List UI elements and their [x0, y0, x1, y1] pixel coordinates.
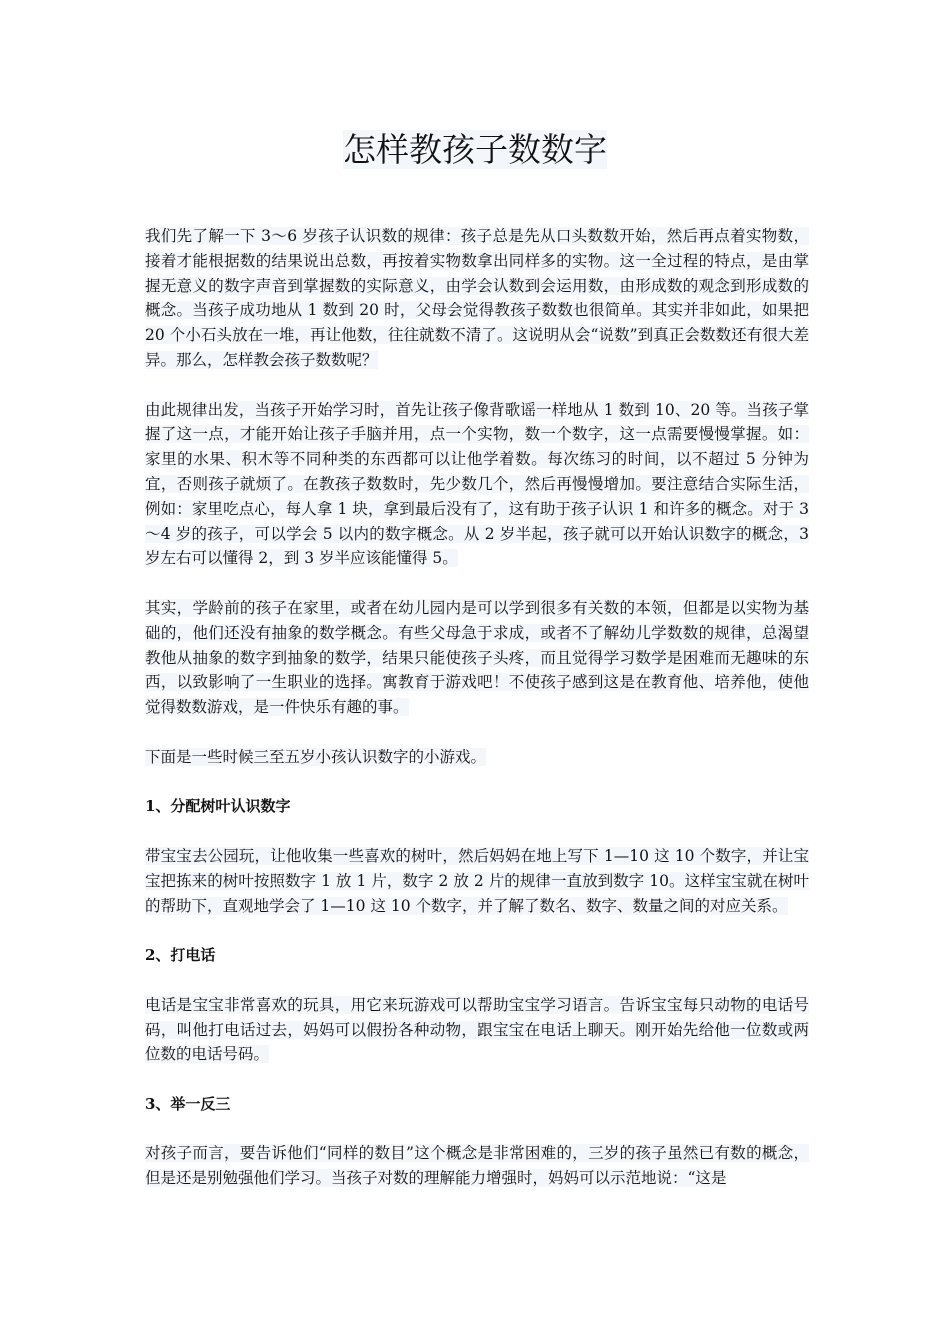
paragraph-text: 电话是宝宝非常喜欢的玩具，用它来玩游戏可以帮助宝宝学习语言。告诉宝宝每只动物的电话号码，叫他打电话过去，妈妈可以假扮各种动物，跟宝宝在电话上聊天。刚开始先给他一位数或两位数的电话号码。 — [145, 995, 809, 1064]
section-heading-2: 2、打电话 — [145, 946, 216, 965]
intro-paragraph-1 — [145, 224, 809, 373]
document-body — [145, 224, 809, 1216]
paragraph-text: 带宝宝去公园玩，让他收集一些喜欢的树叶，然后妈妈在地上写下 1—10 这 10 个数字，并让宝宝把拣来的树叶按照数字 1 放 1 片，数字 2 放 2 片的规律一直放到数字 10。这样宝宝就在树叶的帮助下，直观地学会了 1—10 这 10 个数字，并了解了数名、数字、数量之间的对应关系。 — [145, 846, 809, 915]
section-heading-3: 3、举一反三 — [145, 1094, 231, 1113]
paragraph-text: 其实，学龄前的孩子在家里，或者在幼儿园内是可以学到很多有关数的本领，但都是以实物为基础的，他们还没有抽象的数学概念。有些父母急于求成，或者不了解幼儿学数数的规律，总渴望教他从抽象的数字到抽象的数学，结果只能使孩子头疼，而且觉得学习数学是困难而无趣味的东西，以致影响了一生职业的选择。寓教育于游戏吧！不使孩子感到这是在教育他、培养他，使他觉得数数游戏，是一件快乐有趣的事。 — [145, 598, 809, 717]
intro-paragraph-2 — [145, 398, 809, 572]
paragraph-text: 由此规律出发，当孩子开始学习时，首先让孩子像背歌谣一样地从 1 数到 10、20 等。当孩子掌握了这一点，才能开始让孩子手脑并用，点一个实物，数一个数字，这一点需要慢慢掌握。如：家里的水果、积木等不同种类的东西都可以让他学着数。每次练习的时间，以不超过 5 分钟为宜，否则孩子就烦了。在教孩子数数时，先少数几个，然后再慢慢增加。要注意结合实际生活，例如：家里吃点心，每人拿 1 块，拿到最后没有了，这有助于孩子认识 1 和许多的概念。对于 3～4 岁的孩子，可以学会 5 以内的数字概念。从 2 岁半起，孩子就可以开始认识数字的概念，3 岁左右可以懂得 2，到 3 岁半应该能懂得 5。 — [145, 400, 809, 568]
section-heading-1: 1、分配树叶认识数字 — [145, 797, 291, 816]
document-title — [0, 128, 950, 172]
paragraph-text: 对孩子而言，要告诉他们“同样的数目”这个概念是非常困难的，三岁的孩子虽然已有数的概念，但是还是别勉强他们学习。当孩子对数的理解能力增强时，妈妈可以示范地说：“这是 — [145, 1144, 809, 1188]
intro-paragraph-3 — [145, 596, 809, 720]
section-paragraph-2 — [145, 993, 809, 1067]
document-title-text: 怎样教孩子数数字 — [343, 130, 607, 169]
section-paragraph-3 — [145, 1141, 809, 1191]
section-paragraph-1 — [145, 844, 809, 918]
intro-paragraph-4 — [145, 745, 809, 770]
paragraph-text: 我们先了解一下 3～6 岁孩子认识数的规律：孩子总是先从口头数数开始，然后再点着实物数，接着才能根据数的结果说出总数，再按着实物数拿出同样多的实物。这一全过程的特点，是由掌握无意义的数字声音到掌握数的实际意义，由学会认数到会运用数，由形成数的观念到形成数的概念。当孩子成功地从 1 数到 20 时，父母会觉得教孩子数数也很简单。其实并非如此，如果把 20 个小石头放在一堆，再让他数，往往就数不清了。这说明从会“说数”到真正会数数还有很大差异。那么，怎样教会孩子数数呢？ — [145, 227, 809, 369]
paragraph-text: 下面是一些时候三至五岁小孩认识数字的小游戏。 — [145, 747, 487, 766]
